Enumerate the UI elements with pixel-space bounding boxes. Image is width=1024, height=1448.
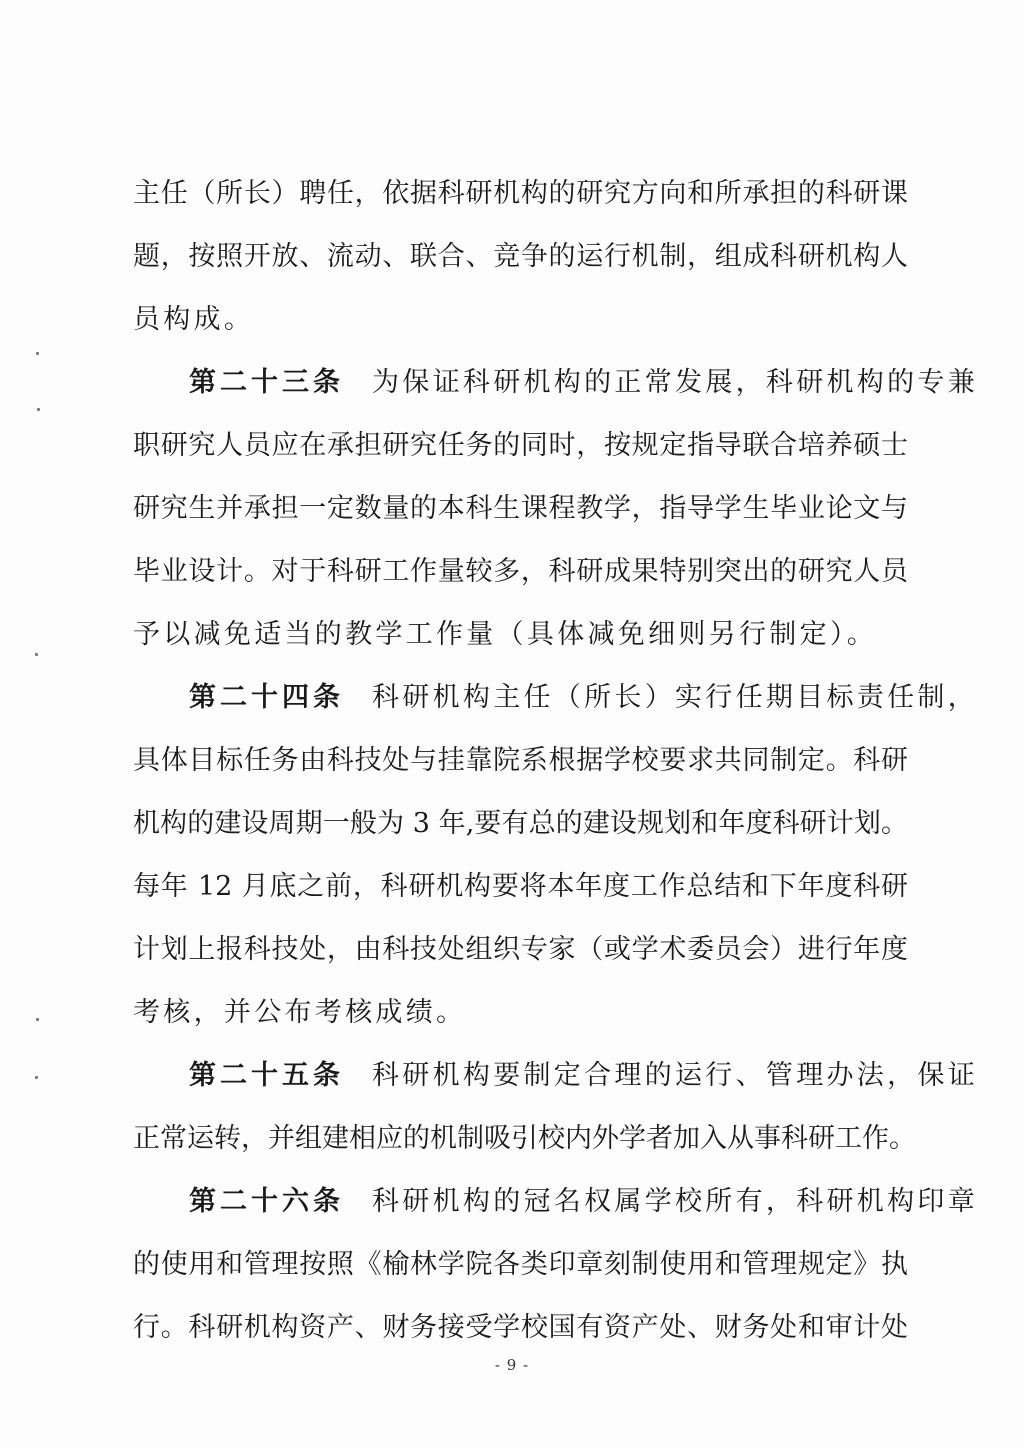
- page-number: - 9 -: [494, 1356, 530, 1374]
- article-25-text: 科研机构要制定合理的运行、管理办法，保证: [372, 1060, 978, 1091]
- paragraph-line: 职研究人员应在承担研究任务的同时，按规定指导联合培养硕士: [133, 430, 908, 461]
- paragraph-line: 的使用和管理按照《榆林学院各类印章刻制使用和管理规定》执: [133, 1249, 908, 1280]
- paragraph-line: 每年 12 月底之前，科研机构要将本年度工作总结和下年度科研: [133, 871, 908, 902]
- article-26-heading: 第二十六条: [189, 1186, 344, 1217]
- paragraph-line: 毕业设计。对于科研工作量较多，科研成果特别突出的研究人员: [133, 556, 908, 587]
- paragraph-line: 员构成。: [133, 304, 255, 335]
- paragraph-line: 予以减免适当的教学工作量（具体减免细则另行制定）。: [133, 619, 877, 650]
- article-25-first-line: [133, 1044, 978, 1107]
- scan-speck: [37, 408, 40, 411]
- article-26-text: 科研机构的冠名权属学校所有，科研机构印章: [372, 1186, 978, 1217]
- scan-speck: [35, 1076, 38, 1079]
- article-24-first-line: [133, 666, 978, 729]
- paragraph-line: 正常运转，并组建相应的机制吸引校内外学者加入从事科研工作。: [133, 1123, 916, 1154]
- scan-speck: [36, 1018, 39, 1021]
- paragraph-line: 主任（所长）聘任，依据科研机构的研究方向和所承担的科研课: [133, 178, 908, 209]
- paragraph-line: 研究生并承担一定数量的本科生课程教学，指导学生毕业论文与: [133, 493, 908, 524]
- scan-speck: [35, 653, 38, 656]
- document-body: [133, 162, 978, 1359]
- paragraph-line: 计划上报科技处，由科技处组织专家（或学术委员会）进行年度: [133, 934, 908, 965]
- article-26-first-line: [133, 1170, 978, 1233]
- article-23-heading: 第二十三条: [189, 367, 344, 398]
- article-23-text: 为保证科研机构的正常发展，科研机构的专兼: [372, 367, 978, 398]
- article-24-text: 科研机构主任（所长）实行任期目标责任制，: [372, 682, 978, 713]
- paragraph-line: 具体目标任务由科技处与挂靠院系根据学校要求共同制定。科研: [133, 745, 908, 776]
- scan-speck: [36, 352, 39, 355]
- paragraph-line: 行。科研机构资产、财务接受学校国有资产处、财务处和审计处: [133, 1312, 908, 1343]
- article-25-heading: 第二十五条: [189, 1060, 344, 1091]
- article-24-heading: 第二十四条: [189, 682, 344, 713]
- article-23-first-line: [133, 351, 978, 414]
- paragraph-line: 机构的建设周期一般为 3 年,要有总的建设规划和年度科研计划。: [133, 808, 908, 839]
- paragraph-line: 考核，并公布考核成绩。: [133, 997, 467, 1028]
- paragraph-line: 题，按照开放、流动、联合、竞争的运行机制，组成科研机构人: [133, 241, 908, 272]
